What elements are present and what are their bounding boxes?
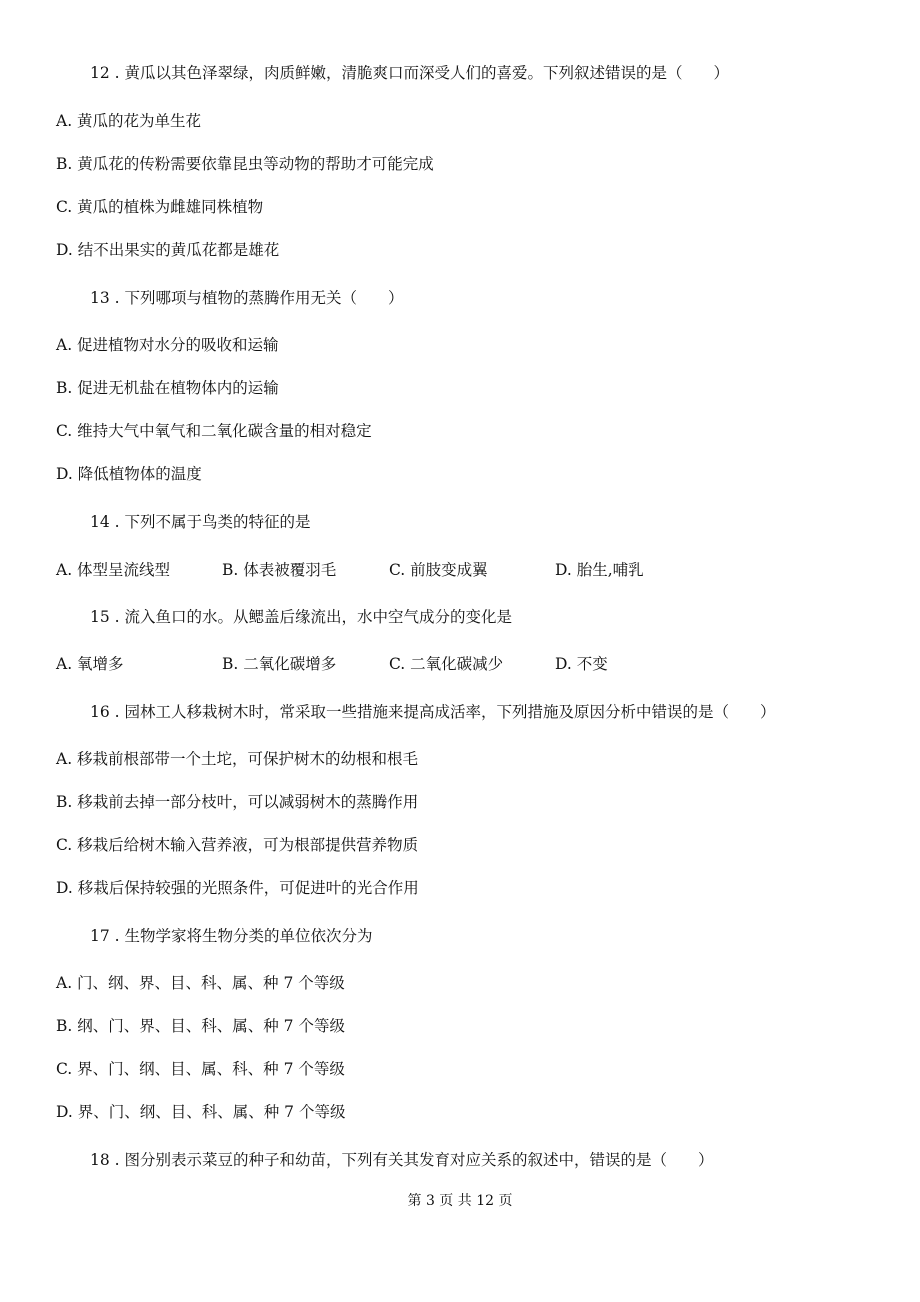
- question-17-option-d: D. 界、门、纲、目、科、属、种 7 个等级: [56, 1103, 346, 1121]
- question-14-option-d: D. 胎生,哺乳: [555, 561, 644, 579]
- question-17-option-b: B. 纲、门、界、目、科、属、种 7 个等级: [56, 1017, 345, 1035]
- question-14-option-a: A. 体型呈流线型: [56, 561, 171, 579]
- question-13-option-c: C. 维持大气中氧气和二氧化碳含量的相对稳定: [56, 422, 372, 440]
- question-15-stem: 15 . 流入鱼口的水。从鳃盖后缘流出，水中空气成分的变化是: [90, 608, 513, 626]
- question-15-option-a: A. 氧增多: [56, 655, 124, 673]
- question-17-option-a: A. 门、纲、界、目、科、属、种 7 个等级: [56, 974, 345, 992]
- question-14-stem: 14 . 下列不属于鸟类的特征的是: [90, 513, 311, 531]
- question-16-option-a: A. 移栽前根部带一个土坨，可保护树木的幼根和根毛: [56, 750, 419, 768]
- question-17-stem: 17 . 生物学家将生物分类的单位依次分为: [90, 927, 373, 945]
- question-16-option-b: B. 移栽前去掉一部分枝叶，可以减弱树木的蒸腾作用: [56, 793, 419, 811]
- question-15-option-b: B. 二氧化碳增多: [222, 655, 337, 673]
- question-12-option-d: D. 结不出果实的黄瓜花都是雄花: [56, 241, 280, 259]
- question-12-stem: 12 . 黄瓜以其色泽翠绿，肉质鲜嫩，清脆爽口而深受人们的喜爱。下列叙述错误的是（ ）: [90, 64, 730, 82]
- question-15-option-d: D. 不变: [555, 655, 608, 673]
- question-18-stem: 18 . 图分别表示菜豆的种子和幼苗，下列有关其发育对应关系的叙述中，错误的是（ ）: [90, 1151, 714, 1169]
- question-16-option-d: D. 移栽后保持较强的光照条件，可促进叶的光合作用: [56, 879, 419, 897]
- question-13-stem: 13 . 下列哪项与植物的蒸腾作用无关（ ）: [90, 289, 404, 307]
- question-15-option-c: C. 二氧化碳减少: [389, 655, 504, 673]
- question-16-option-c: C. 移栽后给树木输入营养液，可为根部提供营养物质: [56, 836, 419, 854]
- question-16-stem: 16 . 园林工人移栽树木时，常采取一些措施来提高成活率，下列措施及原因分析中错误的是（ ）: [90, 703, 776, 721]
- question-14-option-c: C. 前肢变成翼: [389, 561, 488, 579]
- question-12-option-c: C. 黄瓜的植株为雌雄同株植物: [56, 198, 264, 216]
- question-13-option-a: A. 促进植物对水分的吸收和运输: [56, 336, 279, 354]
- question-14-option-b: B. 体表被覆羽毛: [222, 561, 337, 579]
- question-12-option-a: A. 黄瓜的花为单生花: [56, 112, 202, 130]
- question-13-option-b: B. 促进无机盐在植物体内的运输: [56, 379, 279, 397]
- question-17-option-c: C. 界、门、纲、目、属、科、种 7 个等级: [56, 1060, 345, 1078]
- question-13-option-d: D. 降低植物体的温度: [56, 465, 202, 483]
- question-12-option-b: B. 黄瓜花的传粉需要依靠昆虫等动物的帮助才可能完成: [56, 155, 434, 173]
- page-number-footer: 第 3 页 共 12 页: [407, 1193, 513, 1209]
